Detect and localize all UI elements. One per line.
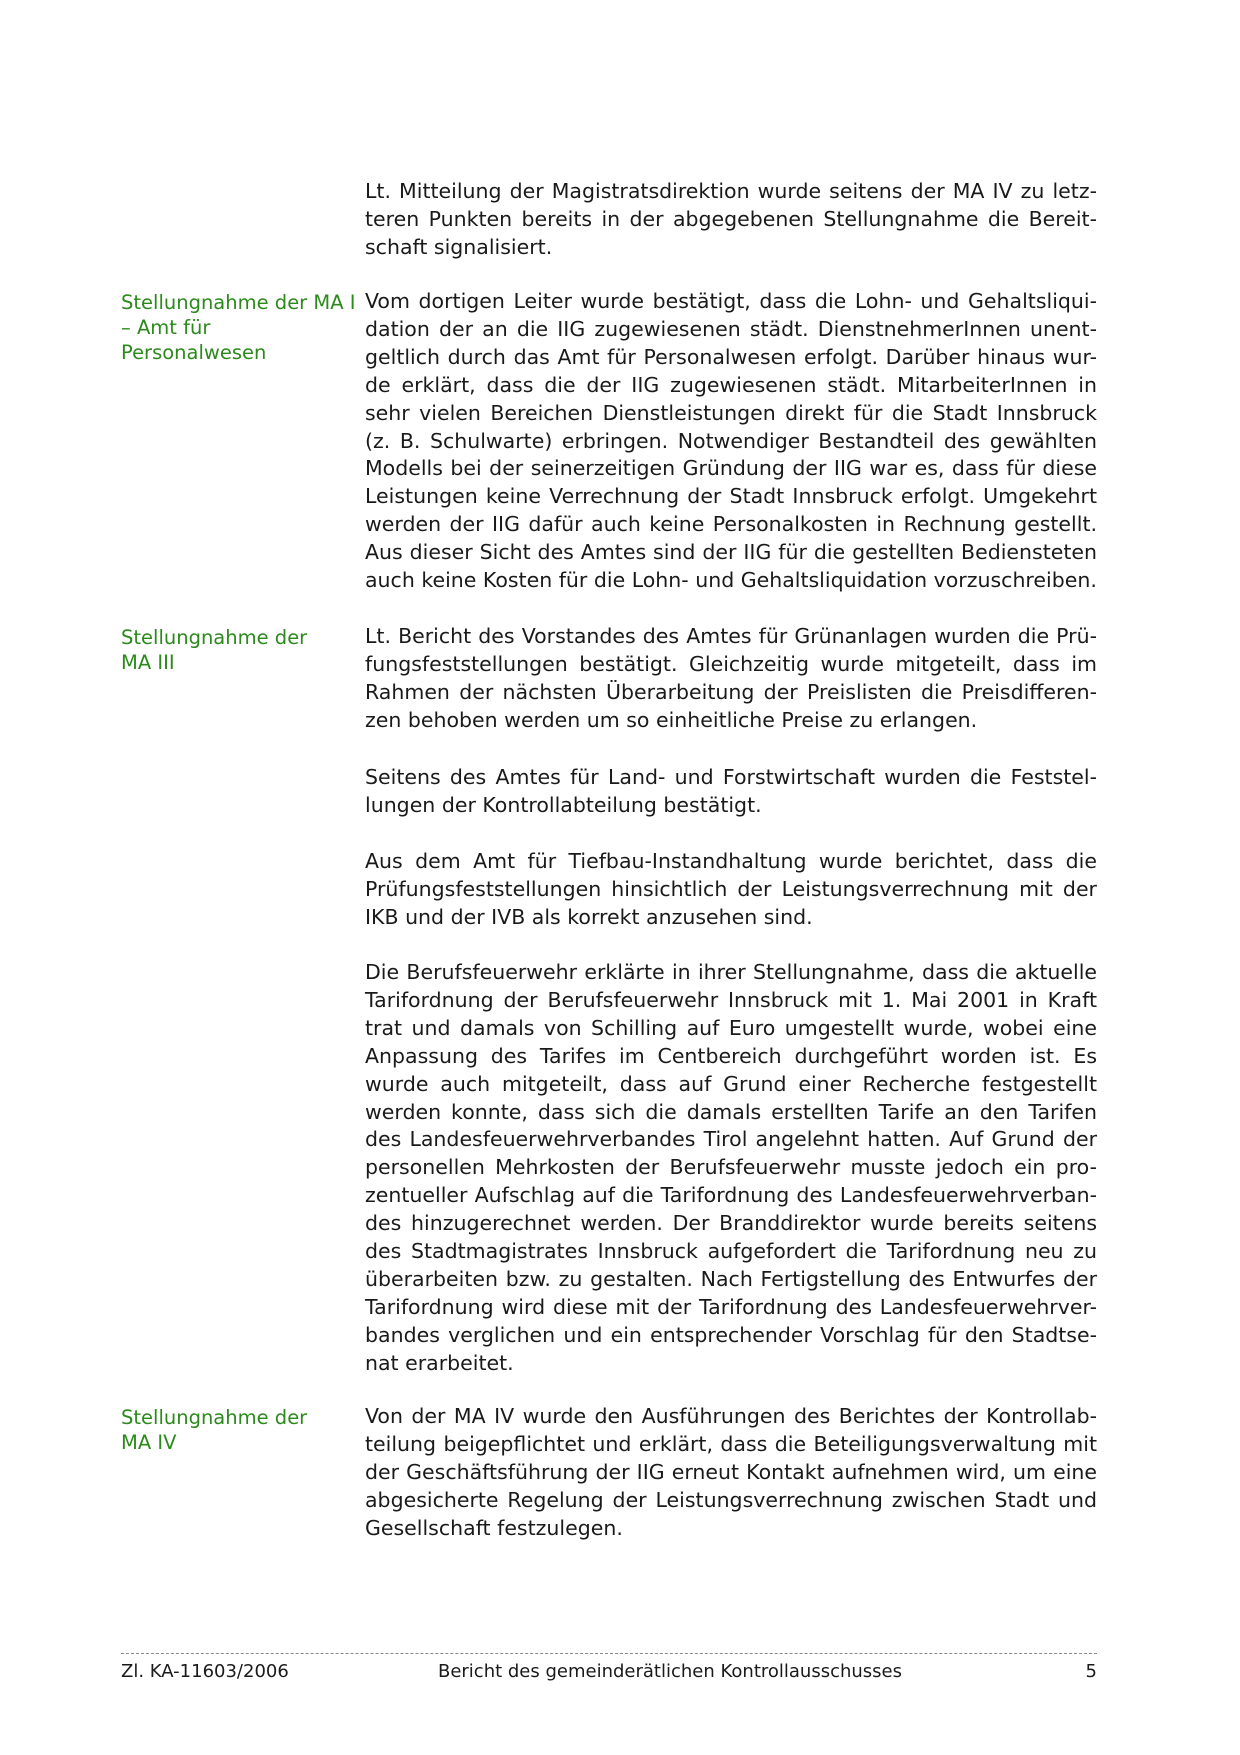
text-line: zentueller Aufschlag auf die Tarifordnung des Landesfeuerwehrverban-: [365, 1183, 1097, 1208]
text-line: schaft signalisiert.: [365, 234, 553, 259]
text-line: fungsfeststellungen bestätigt. Gleichzeitig wurde mitgeteilt, dass im: [365, 651, 1097, 676]
side-label-line: MA IV: [121, 1431, 177, 1454]
text-line: Aus dem Amt für Tiefbau-Instandhaltung wurde berichtet, dass die: [365, 849, 1097, 873]
side-label-line: – Amt für: [121, 316, 211, 339]
text-line: Modells bei der seinerzeitigen Gründung der IIG war es, dass für diese: [365, 456, 1097, 481]
text-line: dation der an die IIG zugewiesenen städt. DienstnehmerInnen unent-: [365, 316, 1097, 341]
paragraph-ma-iii: [365, 623, 1097, 735]
text-line: sehr vielen Bereichen Dienstleistungen direkt für die Stadt Innsbruck: [365, 400, 1097, 425]
paragraph-ma-i: [365, 288, 1097, 595]
text-line: Lt. Bericht des Vorstandes des Amtes für Grünanlagen wurden die Prü-: [365, 624, 1097, 648]
text-line: des Landesfeuerwehrverbandes Tirol angelehnt hatten. Auf Grund der: [365, 1127, 1097, 1152]
text-line: Leistungen keine Verrechnung der Stadt Innsbruck erfolgt. Umgekehrt: [365, 484, 1097, 509]
text-line: lungen der Kontrollabteilung bestätigt.: [365, 792, 762, 817]
footer-title: Bericht des gemeinderätlichen Kontrollausschusses: [437, 1661, 903, 1682]
footer-divider: [121, 1653, 1097, 1654]
text-line: auch keine Kosten für die Lohn- und Gehaltsliquidation vorzuschreiben.: [365, 568, 1097, 593]
text-line: Anpassung des Tarifes im Centbereich durchgeführt worden ist. Es: [365, 1043, 1097, 1068]
text-line: des hinzugerechnet werden. Der Branddirektor wurde bereits seitens: [365, 1211, 1097, 1236]
text-line: geltlich durch das Amt für Personalwesen erfolgt. Darüber hinaus wur-: [365, 344, 1097, 369]
side-label-line: Stellungnahme der: [121, 1406, 308, 1429]
text-line: teren Punkten bereits in der abgegebenen Stellungnahme die Bereit-: [365, 206, 1097, 231]
text-line: werden konnte, dass sich die damals erstellten Tarife an den Tarifen: [365, 1099, 1097, 1124]
paragraph-berufsfeuerwehr: [365, 959, 1097, 1378]
text-line: de erklärt, dass die der IIG zugewiesenen städt. MitarbeiterInnen in: [365, 372, 1097, 397]
footer-reference: Zl. KA-11603/2006: [121, 1661, 289, 1682]
side-label-line: Stellungnahme der: [121, 626, 308, 649]
text-line: (z. B. Schulwarte) erbringen. Notwendiger Bestandteil des gewählten: [365, 428, 1097, 453]
text-line: Gesellschaft festzulegen.: [365, 1515, 623, 1540]
text-line: teilung beigepflichtet und erklärt, dass die Beteiligungsverwaltung mit: [365, 1431, 1097, 1456]
text-line: Tarifordnung der Berufsfeuerwehr Innsbruck mit 1. Mai 2001 in Kraft: [365, 987, 1097, 1012]
side-label-ma-iv: [121, 1405, 361, 1455]
text-line: bandes verglichen und ein entsprechender Vorschlag für den Stadtse-: [365, 1322, 1097, 1347]
side-label-ma-i: [121, 290, 361, 365]
side-label-line: MA III: [121, 651, 175, 674]
text-line: personellen Mehrkosten der Berufsfeuerwehr musste jedoch ein pro-: [365, 1155, 1097, 1180]
text-line: Tarifordnung wird diese mit der Tarifordnung des Landesfeuerwehrver-: [365, 1294, 1097, 1319]
text-line: Vom dortigen Leiter wurde bestätigt, dass die Lohn- und Gehaltsliqui-: [365, 289, 1097, 313]
text-line: werden der IIG dafür auch keine Personalkosten in Rechnung gestellt.: [365, 512, 1097, 537]
paragraph-tiefbau: [365, 848, 1097, 932]
text-line: IKB und der IVB als korrekt anzusehen sind.: [365, 904, 813, 929]
text-line: Seitens des Amtes für Land- und Forstwirtschaft wurden die Feststel-: [365, 765, 1097, 789]
text-line: zen behoben werden um so einheitliche Preise zu erlangen.: [365, 707, 978, 732]
paragraph-ma-iv: [365, 1403, 1097, 1543]
side-label-line: Personalwesen: [121, 341, 267, 364]
text-line: des Stadtmagistrates Innsbruck aufgefordert die Tarifordnung neu zu: [365, 1239, 1097, 1264]
text-line: Lt. Mitteilung der Magistratsdirektion wurde seitens der MA IV zu letz-: [365, 179, 1097, 203]
text-line: der Geschäftsführung der IIG erneut Kontakt aufnehmen wird, um eine: [365, 1459, 1097, 1484]
text-line: überarbeiten bzw. zu gestalten. Nach Fertigstellung des Entwurfes der: [365, 1266, 1097, 1291]
text-line: nat erarbeitet.: [365, 1350, 514, 1375]
text-line: abgesicherte Regelung der Leistungsverrechnung zwischen Stadt und: [365, 1487, 1097, 1512]
side-label-line: Stellungnahme der MA I: [121, 291, 356, 314]
paragraph-intro: [365, 178, 1097, 262]
paragraph-forstwirtschaft: [365, 764, 1097, 820]
text-line: Rahmen der nächsten Überarbeitung der Preislisten die Preisdifferen-: [365, 679, 1097, 704]
page-number: 5: [1085, 1661, 1097, 1682]
text-line: Aus dieser Sicht des Amtes sind der IIG für die gestellten Bediensteten: [365, 540, 1097, 565]
text-line: wurde auch mitgeteilt, dass auf Grund einer Recherche festgestellt: [365, 1071, 1097, 1096]
text-line: Von der MA IV wurde den Ausführungen des Berichtes der Kontrollab-: [365, 1404, 1097, 1428]
text-line: Die Berufsfeuerwehr erklärte in ihrer Stellungnahme, dass die aktuelle: [365, 960, 1097, 984]
text-line: Prüfungsfeststellungen hinsichtlich der Leistungsverrechnung mit der: [365, 876, 1097, 901]
text-line: trat und damals von Schilling auf Euro umgestellt wurde, wobei eine: [365, 1015, 1097, 1040]
side-label-ma-iii: [121, 625, 361, 675]
